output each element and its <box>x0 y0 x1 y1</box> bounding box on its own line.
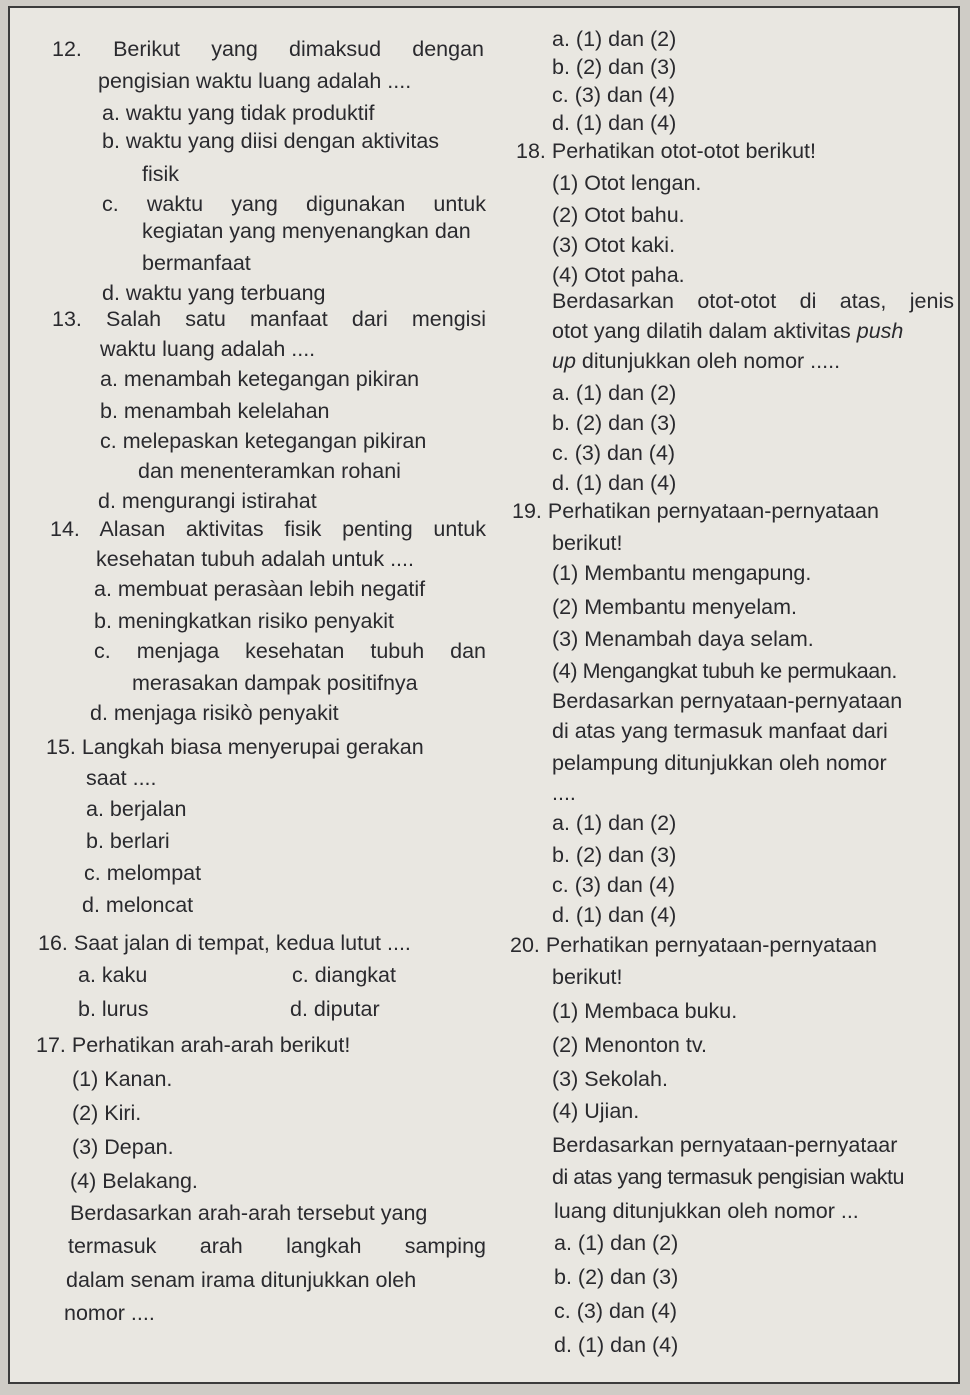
q14-stem-line1: 14. Alasan aktivitas fisik penting untuk <box>50 517 486 541</box>
q19-stem-line2: berikut! <box>552 531 623 555</box>
q15-stem-line2: saat .... <box>86 766 157 790</box>
q20-statement-line1: Berdasarkan pernyataan-pernyataar <box>552 1133 898 1157</box>
q18-answer-b: b. (2) dan (3) <box>552 411 677 435</box>
q12-answer-a: a. (1) dan (2) <box>552 27 677 51</box>
q12-option-c-line3: bermanfaat <box>142 251 251 275</box>
q16-option-d: d. diputar <box>290 997 380 1021</box>
q18-answer-c: c. (3) dan (4) <box>552 441 676 465</box>
q19-item-3: (3) Menambah daya selam. <box>552 627 814 651</box>
q13-stem-line2: waktu luang adalah .... <box>100 337 316 361</box>
q18-item-1: (1) Otot lengan. <box>552 171 702 195</box>
q19-answer-c: c. (3) dan (4) <box>552 873 676 897</box>
q12-answer-d: d. (1) dan (4) <box>552 111 677 135</box>
q13-option-b: b. menambah kelelahan <box>100 399 330 423</box>
q20-answer-d: d. (1) dan (4) <box>554 1333 679 1357</box>
q18-statement-line3 <box>552 348 840 374</box>
q19-answer-a: a. (1) dan (2) <box>552 811 677 835</box>
q12-option-b-line2: fisik <box>142 162 180 186</box>
q15-option-c: c. melompat <box>84 861 202 885</box>
q16-option-c: c. diangkat <box>292 963 396 987</box>
q15-option-a: a. berjalan <box>86 797 187 821</box>
q18-stem: 18. Perhatikan otot-otot berikut! <box>516 139 816 163</box>
q19-item-1: (1) Membantu mengapung. <box>552 561 812 585</box>
q19-answer-d: d. (1) dan (4) <box>552 903 677 927</box>
q20-statement-line3: luang ditunjukkan oleh nomor ... <box>554 1199 859 1223</box>
q16-option-b: b. lurus <box>78 997 149 1021</box>
worksheet-page <box>8 6 960 1384</box>
q12-stem-line2: pengisian waktu luang adalah .... <box>98 69 412 93</box>
q17-stem: 17. Perhatikan arah-arah berikut! <box>36 1033 351 1057</box>
q20-answer-a: a. (1) dan (2) <box>554 1231 679 1255</box>
q17-statement-line1: Berdasarkan arah-arah tersebut yang <box>70 1201 428 1225</box>
q12-option-d: d. waktu yang terbuang <box>102 281 326 305</box>
q18-item-4: (4) Otot paha. <box>552 263 685 287</box>
q19-statement-line4: .... <box>552 781 576 805</box>
q19-item-4: (4) Mengangkat tubuh ke permukaan. <box>552 659 897 683</box>
q12-option-c-line2: kegiatan yang menyenangkan dan <box>142 219 471 243</box>
q17-statement-line3: dalam senam irama ditunjukkan oleh <box>66 1268 417 1292</box>
q13-option-c-line1: c. melepaskan ketegangan pikiran <box>100 429 427 453</box>
q18-answer-d: d. (1) dan (4) <box>552 471 677 495</box>
q19-item-2: (2) Membantu menyelam. <box>552 595 797 619</box>
q15-option-b: b. berlari <box>86 829 170 853</box>
q19-statement-line3: pelampung ditunjukkan oleh nomor <box>552 751 887 775</box>
q14-option-a: a. membuat perasàan lebih negatif <box>94 577 426 601</box>
q15-stem-line1: 15. Langkah biasa menyerupai gerakan <box>46 735 424 759</box>
q12-option-b-line1: b. waktu yang diisi dengan aktivitas <box>102 129 440 153</box>
q17-item-2: (2) Kiri. <box>72 1101 142 1125</box>
q20-item-3: (3) Sekolah. <box>552 1067 668 1091</box>
q14-stem-line2: kesehatan tubuh adalah untuk .... <box>96 547 414 571</box>
q20-answer-c: c. (3) dan (4) <box>554 1299 678 1323</box>
q19-answer-b: b. (2) dan (3) <box>552 843 677 867</box>
q19-statement-line1: Berdasarkan pernyataan-pernyataan <box>552 689 903 713</box>
q19-stem-line1: 19. Perhatikan pernyataan-pernyataan <box>512 499 879 523</box>
q12-option-c-line1: c. waktu yang digunakan untuk <box>102 192 486 216</box>
q18-statement-line2-text: otot yang dilatih dalam aktivitas <box>552 319 857 343</box>
q14-option-c-line1: c. menjaga kesehatan tubuh dan <box>94 639 486 663</box>
q13-option-a: a. menambah ketegangan pikiran <box>100 367 420 391</box>
q20-item-1: (1) Membaca buku. <box>552 999 738 1023</box>
q17-statement-line4: nomor .... <box>64 1301 155 1325</box>
q20-item-4: (4) Ujian. <box>552 1099 640 1123</box>
q14-option-b: b. meningkatkan risiko penyakit <box>94 609 394 633</box>
q16-option-a: a. kaku <box>78 963 148 987</box>
q13-option-c-line2: dan menenteramkan rohani <box>138 459 401 483</box>
q18-push-word: push <box>856 319 904 343</box>
q17-item-4: (4) Belakang. <box>70 1169 198 1193</box>
q18-answer-a: a. (1) dan (2) <box>552 381 677 405</box>
q12-option-a: a. waktu yang tidak produktif <box>102 101 375 125</box>
q18-statement-line2 <box>552 318 903 344</box>
q17-item-1: (1) Kanan. <box>72 1067 173 1091</box>
q16-stem: 16. Saat jalan di tempat, kedua lutut .... <box>38 931 411 955</box>
q20-statement-line2: di atas yang termasuk pengisian waktu <box>552 1165 904 1189</box>
q14-option-c-line2: merasakan dampak positifnya <box>132 671 418 695</box>
q20-answer-b: b. (2) dan (3) <box>554 1265 679 1289</box>
q20-item-2: (2) Menonton tv. <box>552 1033 707 1057</box>
q17-item-3: (3) Depan. <box>72 1135 174 1159</box>
q18-item-2: (2) Otot bahu. <box>552 203 685 227</box>
q18-statement-line1: Berdasarkan otot-otot di atas, jenis <box>552 289 954 313</box>
q18-up-word: up <box>552 349 576 373</box>
q12-answer-b: b. (2) dan (3) <box>552 55 677 79</box>
q13-stem-line1: 13. Salah satu manfaat dari mengisi <box>52 307 486 331</box>
q19-statement-line2: di atas yang termasuk manfaat dari <box>552 719 888 743</box>
q18-item-3: (3) Otot kaki. <box>552 233 676 257</box>
q15-option-d: d. meloncat <box>82 893 194 917</box>
q20-stem-line1: 20. Perhatikan pernyataan-pernyataan <box>510 933 877 957</box>
q20-stem-line2: berikut! <box>552 965 623 989</box>
q12-stem-line1: 12. Berikut yang dimaksud dengan <box>52 37 484 61</box>
q17-statement-line2: termasuk arah langkah samping <box>68 1234 486 1258</box>
q12-answer-c: c. (3) dan (4) <box>552 83 676 107</box>
q18-statement-line3-text: ditunjukkan oleh nomor ..... <box>575 349 841 373</box>
q14-option-d: d. menjaga risikò penyakit <box>90 701 339 725</box>
q13-option-d: d. mengurangi istirahat <box>98 489 317 513</box>
